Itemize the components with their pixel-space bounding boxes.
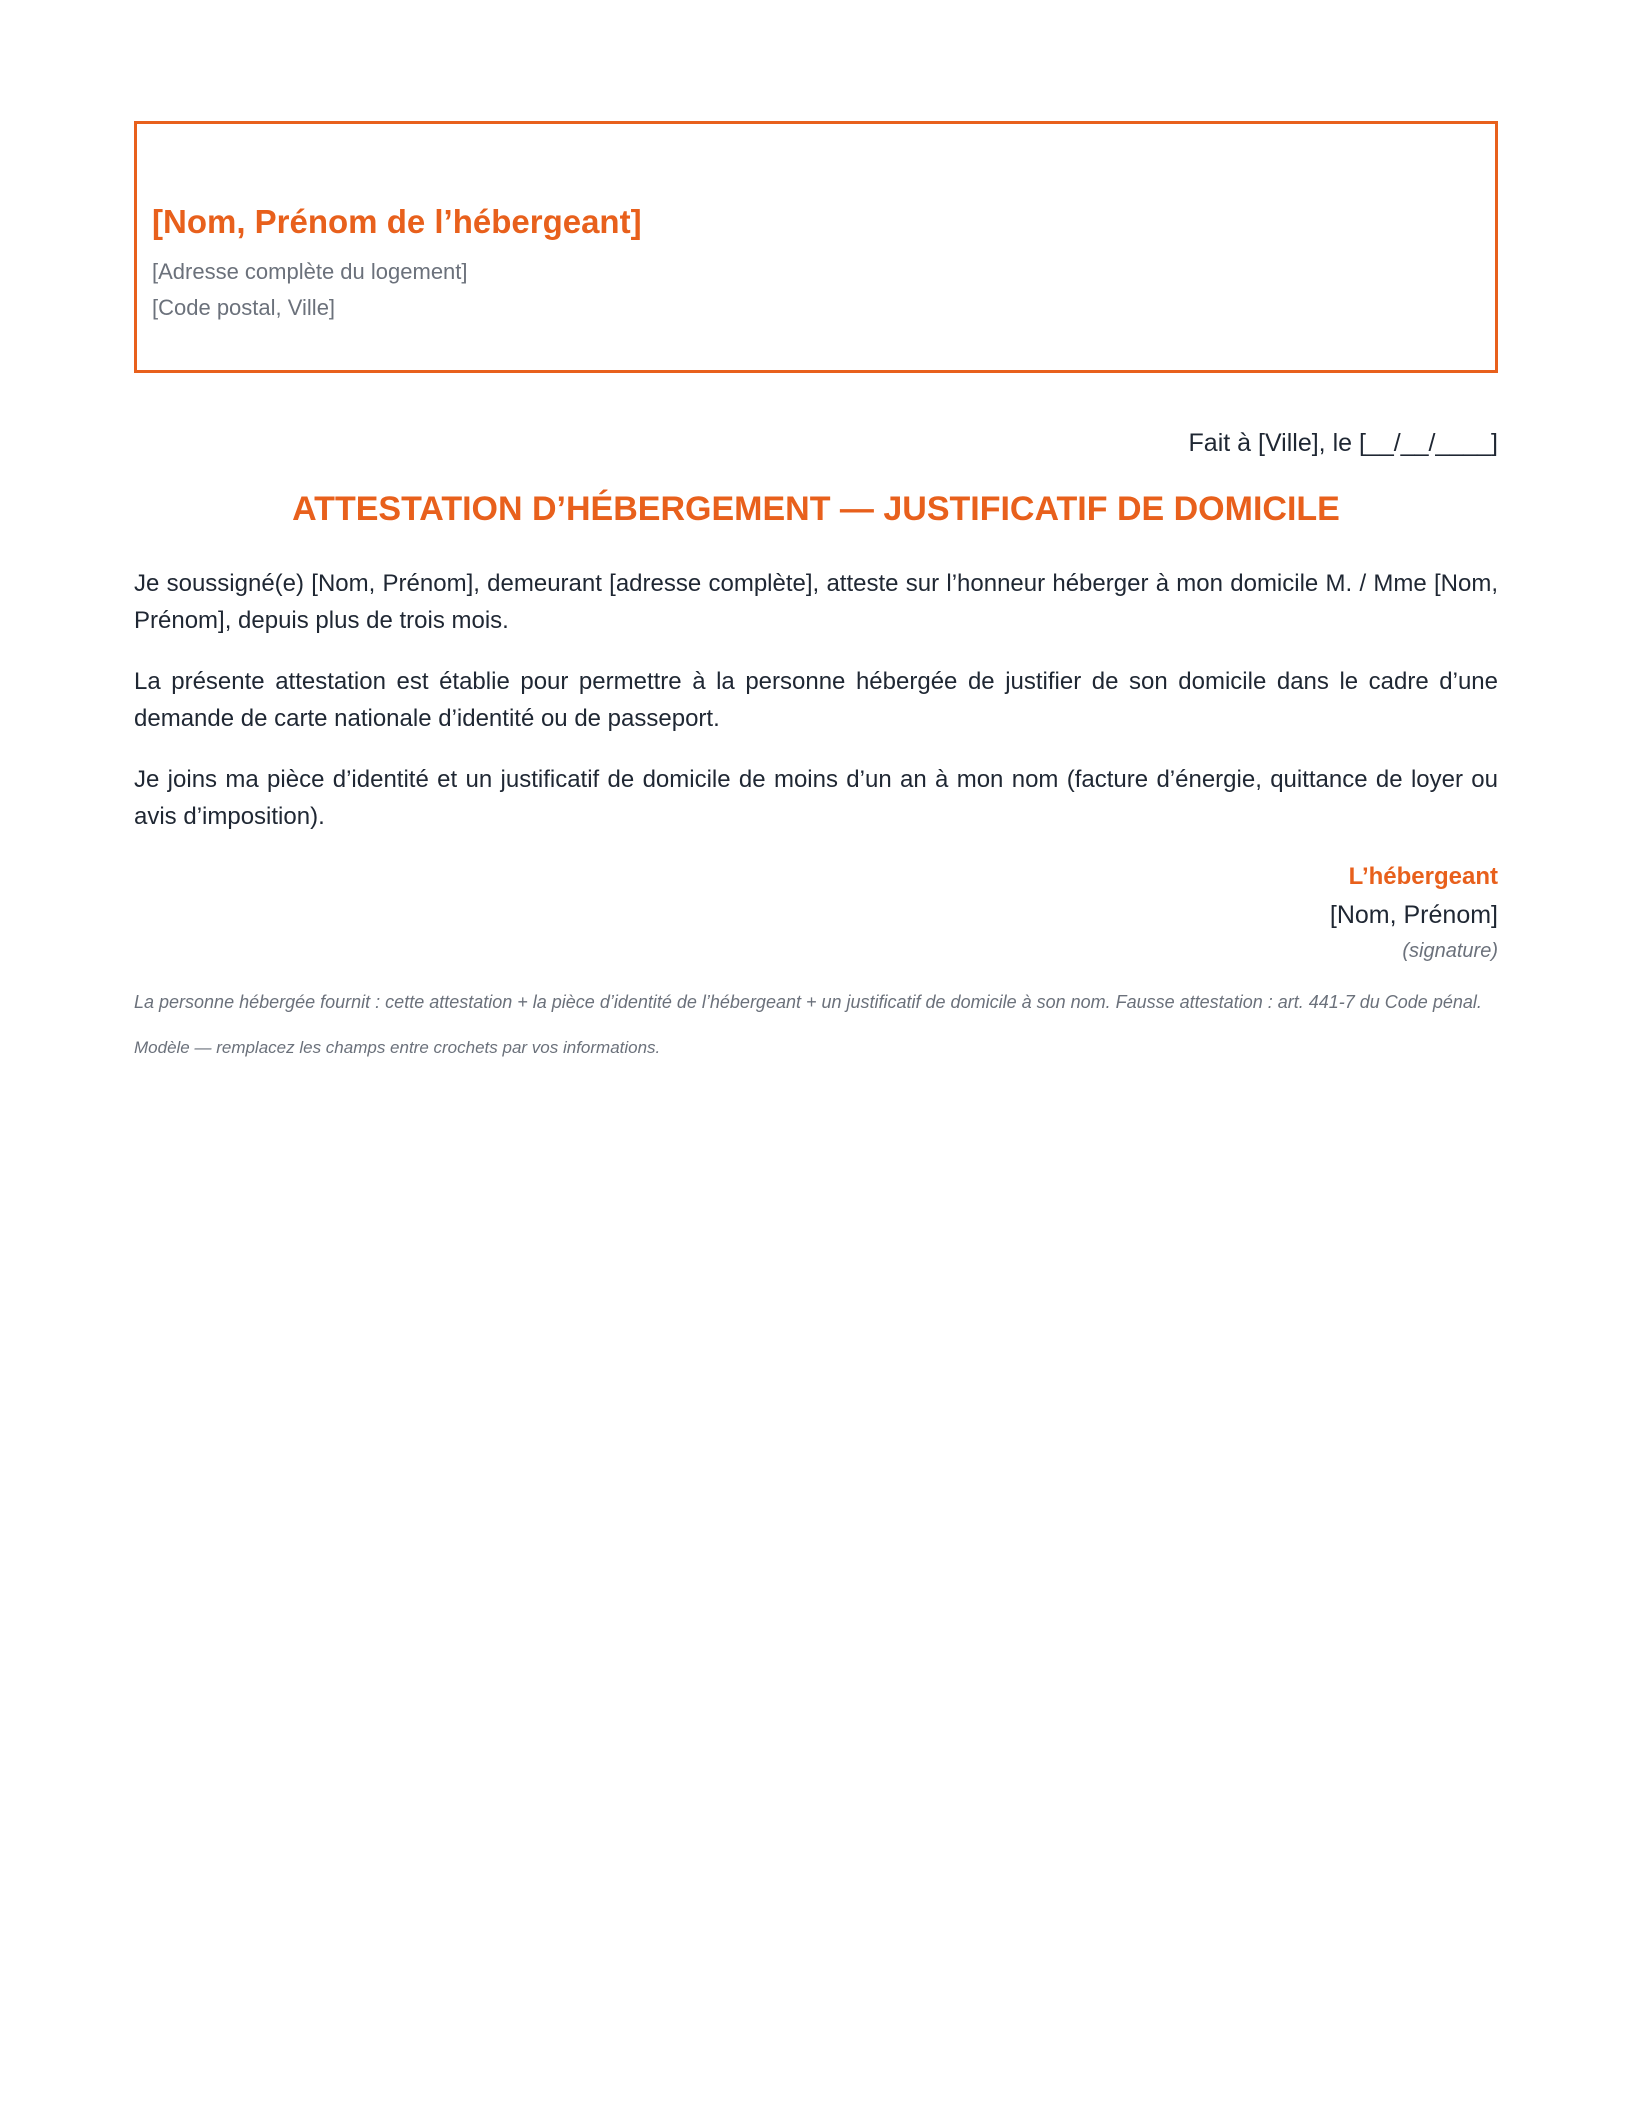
body-paragraph: La présente attestation est établie pour permettre à la personne hébergée de justifier de son domicile dans le cadre d’une demande de carte nationale d’identité ou de passeport. [134,668,1498,732]
place-date-line: Fait à [Ville], le [__/__/____] [1188,429,1498,457]
template-footnote: Modèle — remplacez les champs entre crochets par vos informations. [134,1038,661,1057]
host-address-line: [Adresse complète du logement] [152,259,468,284]
signature-block [134,859,1498,967]
document-title: ATTESTATION D’HÉBERGEMENT — JUSTIFICATIF DE DOMICILE [292,490,1340,528]
signature-role: L’hébergeant [1348,863,1498,890]
document-page [134,121,1498,1063]
host-name-heading: [Nom, Prénom de l’hébergeant] [152,203,642,240]
body-paragraph: Je joins ma pièce d’identité et un justificatif de domicile de moins d’un an à mon nom (facture d’énergie, quittance de loyer ou avis d’imposition). [134,766,1498,830]
body-paragraph: Je soussigné(e) [Nom, Prénom], demeurant [adresse complète], atteste sur l’honneur héberger à mon domicile M. / Mme [Nom, Prénom], depuis plus de trois mois. [134,570,1498,634]
signature-note: (signature) [1402,940,1498,962]
sender-header-box [134,121,1498,373]
signature-name: [Nom, Prénom] [1329,901,1498,929]
host-postal-city-line: [Code postal, Ville] [152,295,336,320]
legal-footnote: La personne hébergée fournit : cette attestation + la pièce d’identité de l’hébergeant + un justificatif de domicile à son nom. Fausse attestation : art. 441-7 du Code pénal. [134,992,1482,1012]
